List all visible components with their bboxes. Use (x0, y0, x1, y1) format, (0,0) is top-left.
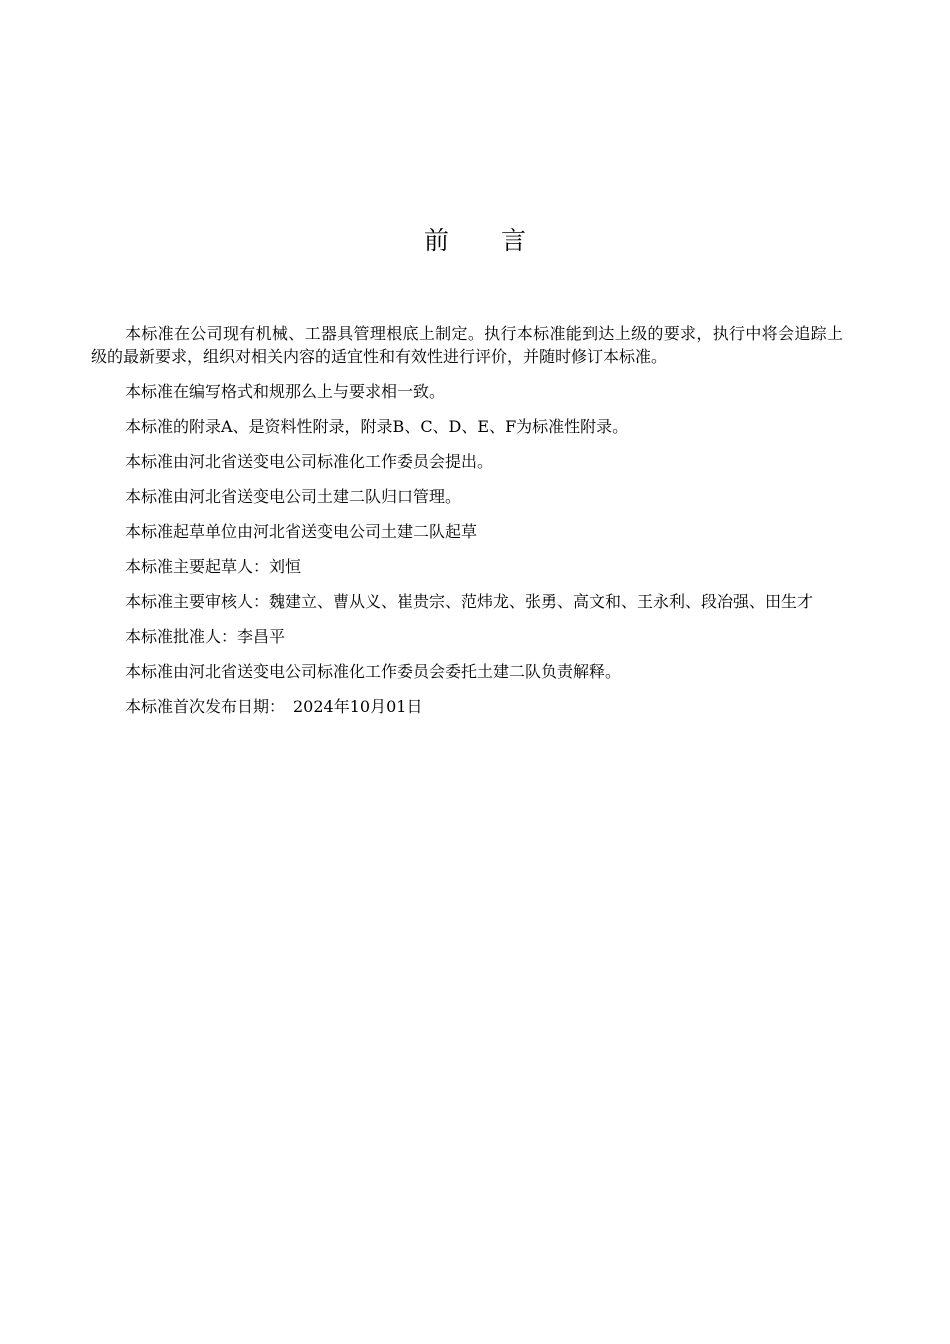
paragraph-proposer: 本标准由河北省送变电公司标准化工作委员会提出。 (125, 452, 494, 471)
page-title: 前言 (423, 225, 578, 255)
preface-body (91, 322, 843, 730)
paragraph-management: 本标准由河北省送变电公司土建二队归口管理。 (125, 487, 462, 506)
paragraph-scope: 本标准在公司现有机械、工器具管理根底上制定。执行本标准能到达上级的要求，执行中将会追踪上级的最新要求，组织对相关内容的适宜性和有效性进行评价，并随时修订本标准。 (91, 324, 843, 366)
paragraph-appendix: 本标准的附录A、是资料性附录，附录B、C、D、E、F为标准性附录。 (125, 417, 629, 436)
paragraph-reviewers: 本标准主要审核人：魏建立、曹从义、崔贵宗、范炜龙、张勇、高文和、王永利、段冶强、田生才 (125, 592, 814, 611)
paragraph-approver: 本标准批准人：李昌平 (125, 627, 286, 646)
paragraph-drafter: 本标准主要起草人：刘恒 (125, 557, 302, 576)
paragraph-interpretation: 本标准由河北省送变电公司标准化工作委员会委托土建二队负责解释。 (125, 662, 622, 681)
paragraph-format: 本标准在编写格式和规那么上与要求相一致。 (125, 382, 446, 401)
paragraph-drafting-unit: 本标准起草单位由河北省送变电公司土建二队起草 (125, 522, 478, 541)
paragraph-release-date: 本标准首次发布日期： 2024年10月01日 (125, 697, 423, 716)
